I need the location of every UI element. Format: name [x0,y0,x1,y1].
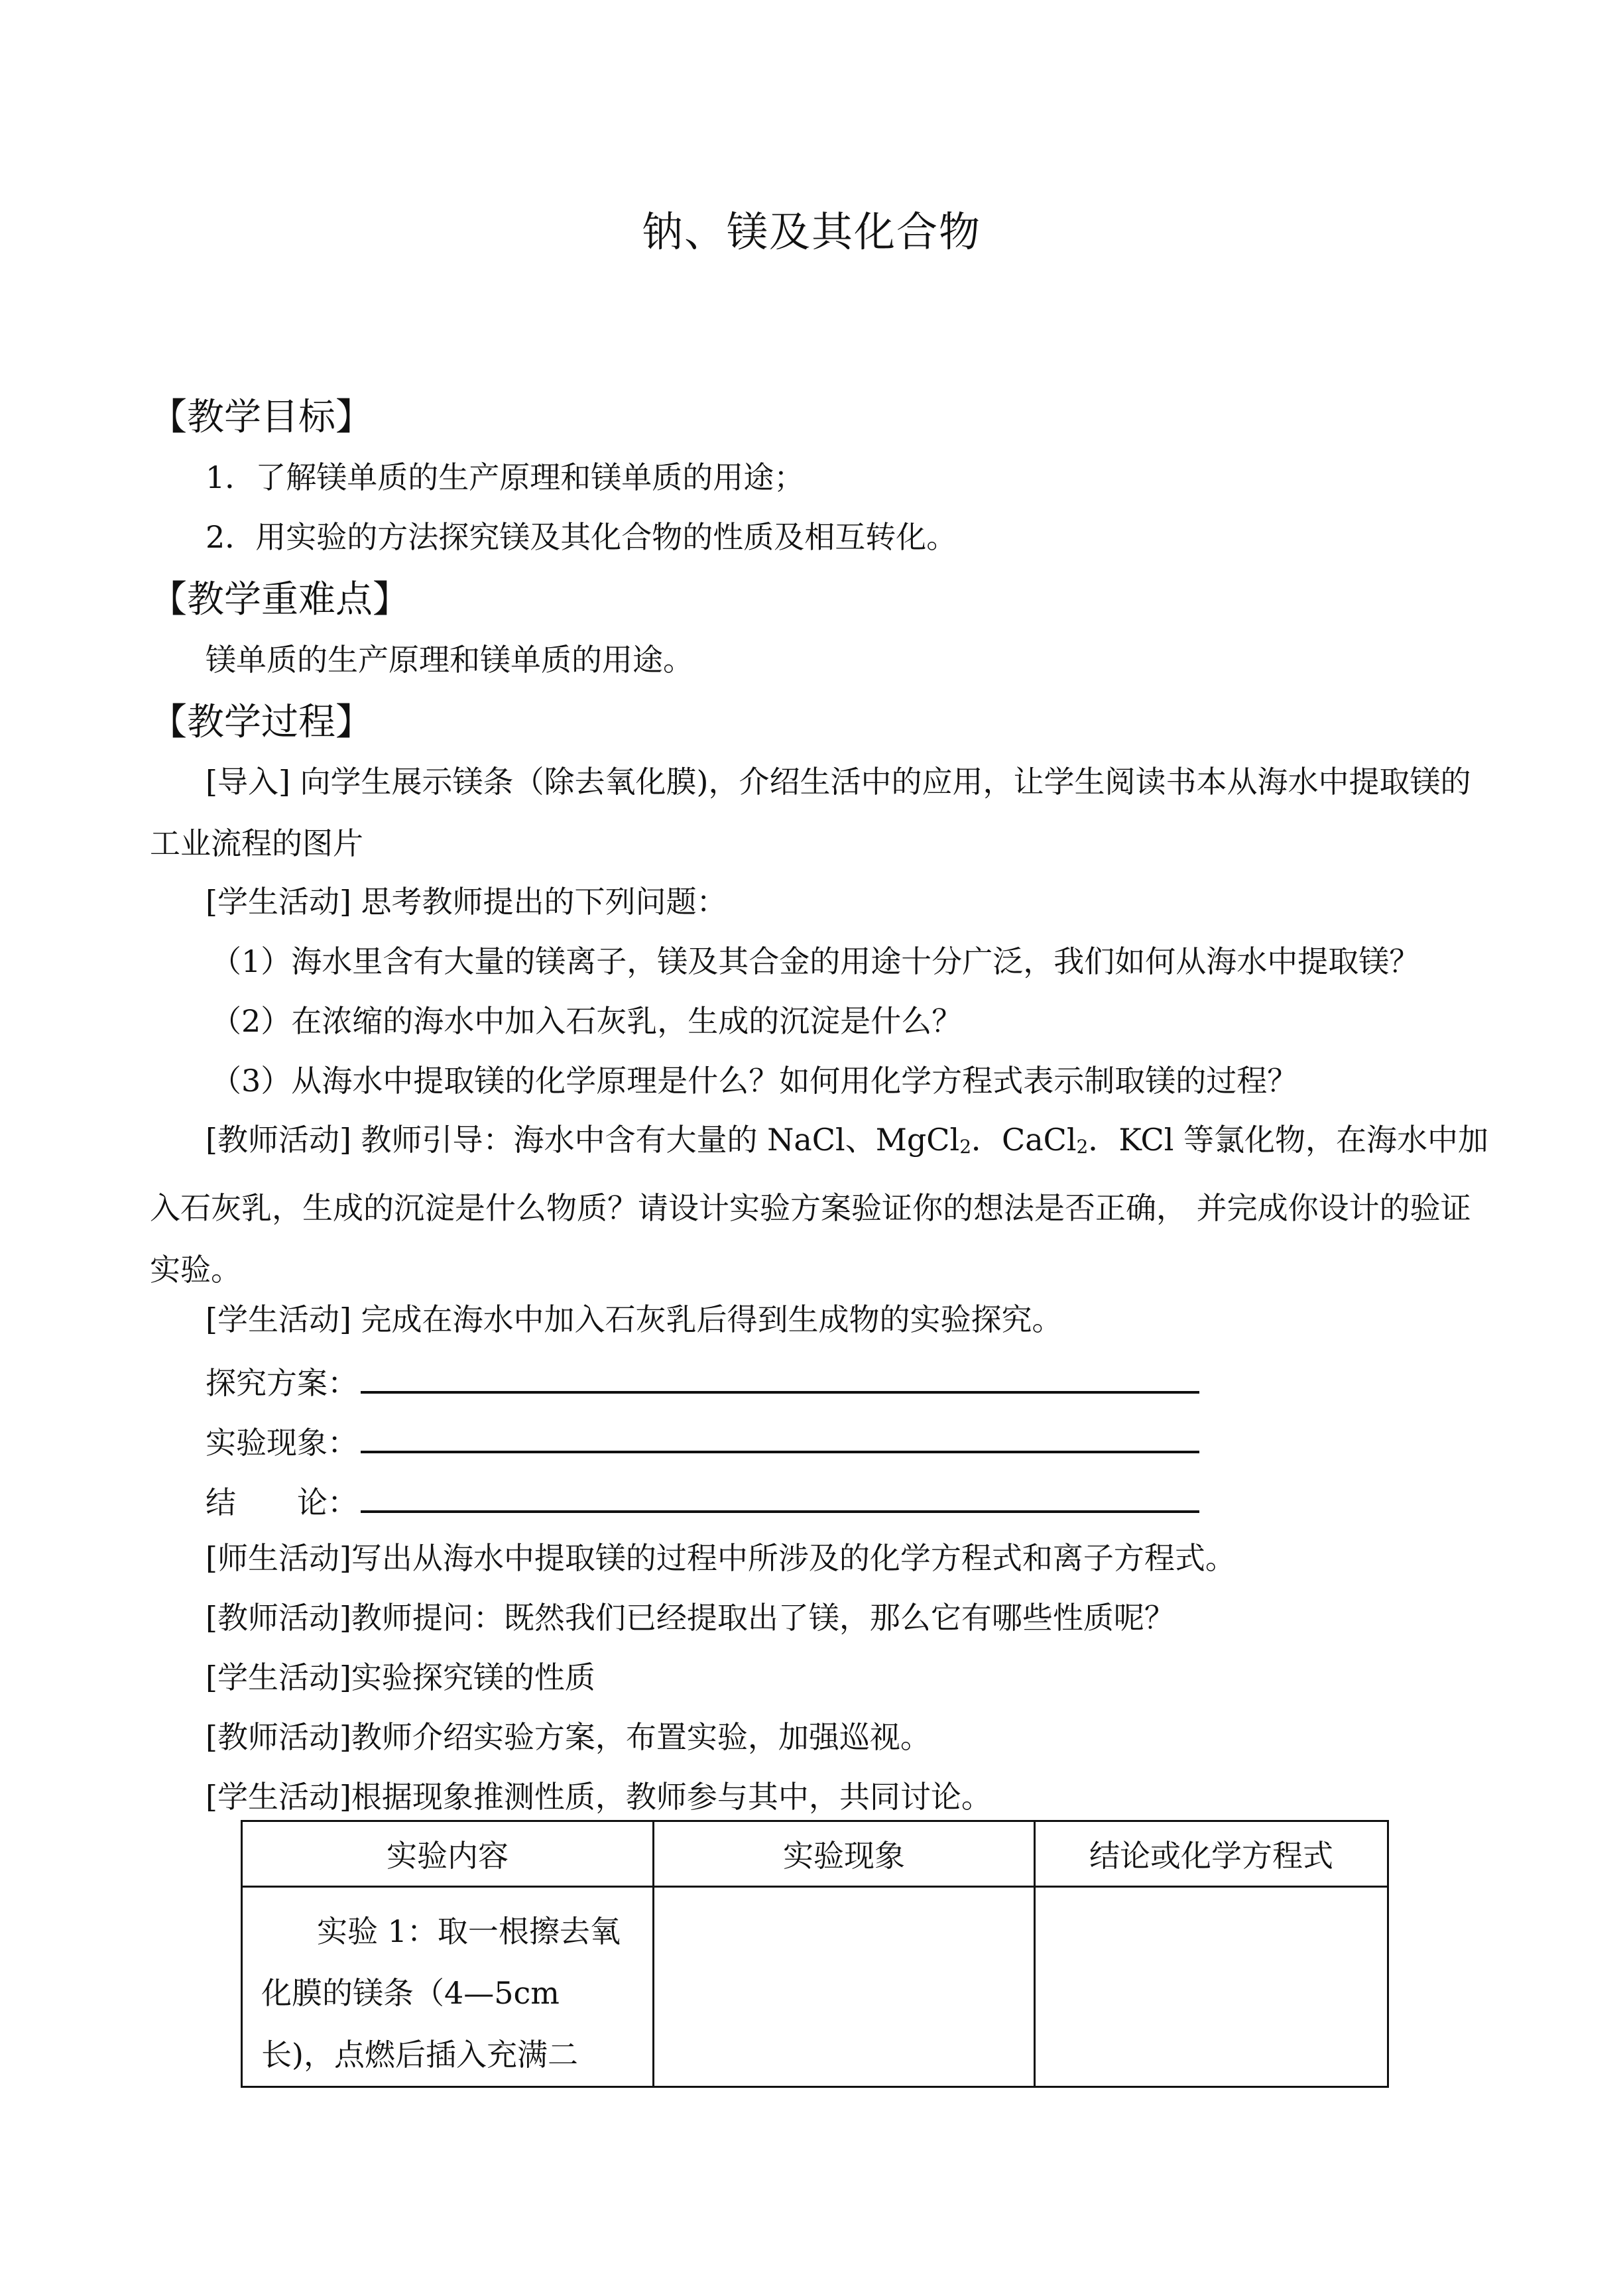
question-1: （1）海水里含有大量的镁离子，镁及其合金的用途十分广泛，我们如何从海水中提取镁？ [211,943,1420,979]
teacher-activity-1-text-a: [教师活动] 教师引导：海水中含有大量的 NaCl、MgCl [206,1122,960,1158]
teacher-activity-2: [教师活动]教师提问：既然我们已经提取出了镁，那么它有哪些性质呢？ [206,1600,1175,1636]
table-cell-phenomenon[interactable] [654,1887,1035,2087]
intro-text: [导入] 向学生展示镁条（除去氧化膜)，介绍生活中的应用，让学生阅读书本从海水中提取镁的工业流程的图片 [150,764,1471,861]
teacher-activity-1-text-c: ．KCl 等氯化物，在海水中加入石灰乳，生成的沉淀是什么物质？请设计实验方案验证你的想法是否正确， 并完成你设计的验证实验。 [150,1122,1489,1288]
student-activity-3: [学生活动]实验探究镁的性质 [206,1660,595,1695]
goal-item-2: 2．用实验的方法探究镁及其化合物的性质及相互转化。 [206,519,957,555]
blank-conclusion [206,1479,1199,1522]
heading-goals: 【教学目标】 [150,396,373,439]
header-phenomenon: 实验现象 [654,1821,1035,1887]
subscript-2-b: 2 [1076,1136,1089,1158]
goal-item-1: 1．了解镁单质的生产原理和镁单质的用途； [206,459,805,495]
subscript-2-a: 2 [959,1136,972,1158]
experiment-1-text: 实验 1：取一根擦去氧化膜的镁条（4—5cm 长)，点燃后插入充满二 [261,1913,621,2073]
blank-scheme-line[interactable] [361,1362,1199,1394]
table-row [242,1887,1388,2087]
blank-conclusion-label: 结 论： [206,1484,358,1520]
blank-scheme [206,1359,1199,1403]
student-activity-1: [学生活动] 思考教师提出的下列问题： [206,884,727,920]
heading-key-points: 【教学重难点】 [150,578,410,621]
question-3: （3）从海水中提取镁的化学原理是什么？如何用化学方程式表示制取镁的过程？ [211,1063,1298,1099]
teacher-activity-3: [教师活动]教师介绍实验方案，布置实验，加强巡视。 [206,1719,931,1755]
header-conclusion: 结论或化学方程式 [1035,1821,1388,1887]
teacher-activity-1 [150,1109,1489,1301]
student-activity-4: [学生活动]根据现象推测性质，教师参与其中，共同讨论。 [206,1779,992,1815]
table-header-row [242,1821,1388,1887]
blank-phenomenon-label: 实验现象： [206,1425,358,1461]
teacher-activity-1-text-b: ．CaCl [971,1122,1077,1158]
key-points-text: 镁单质的生产原理和镁单质的用途。 [206,642,693,678]
document-title: 钠、镁及其化合物 [641,208,981,256]
blank-phenomenon [206,1419,1199,1463]
teacher-student-activity: [师生活动]写出从海水中提取镁的过程中所涉及的化学方程式和离子方程式。 [206,1540,1236,1576]
heading-process: 【教学过程】 [150,701,373,744]
header-content: 实验内容 [242,1821,654,1887]
table-cell-content [242,1887,654,2087]
blank-conclusion-line[interactable] [361,1481,1199,1513]
student-activity-2: [学生活动] 完成在海水中加入石灰乳后得到生成物的实验探究。 [206,1301,1063,1337]
question-2: （2）在浓缩的海水中加入石灰乳，生成的沉淀是什么？ [211,1003,963,1039]
intro-paragraph [150,751,1489,875]
blank-scheme-label: 探究方案： [206,1365,358,1401]
blank-phenomenon-line[interactable] [361,1421,1199,1453]
table-cell-conclusion[interactable] [1035,1887,1388,2087]
experiment-table [241,1820,1389,2088]
